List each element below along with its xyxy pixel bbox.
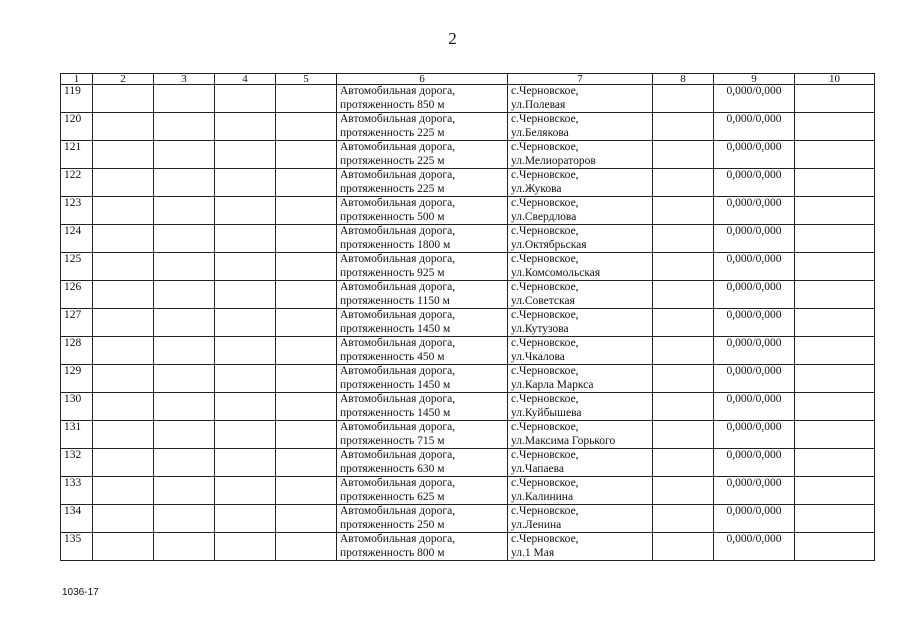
road-description-cell	[337, 365, 508, 393]
table-row	[61, 253, 875, 281]
cell-col-3	[154, 533, 215, 561]
road-length: протяженность 850 м	[340, 98, 445, 111]
road-length: протяженность 250 м	[340, 518, 445, 531]
cell-col-3	[154, 365, 215, 393]
road-type: Автомобильная дорога,	[340, 225, 456, 237]
address-cell	[508, 113, 653, 141]
address-village: с.Черновское,	[511, 365, 579, 377]
table-row	[61, 365, 875, 393]
cell-col-4	[215, 393, 276, 421]
address-street: ул.Куйбышева	[511, 406, 582, 419]
road-length: протяженность 1450 м	[340, 406, 451, 419]
table-row	[61, 225, 875, 253]
cell-col-5	[276, 309, 337, 337]
cell-col-3	[154, 281, 215, 309]
road-length: протяженность 225 м	[340, 126, 445, 139]
address-village: с.Черновское,	[511, 253, 579, 265]
cell-col-10	[795, 477, 875, 505]
row-number: 131	[61, 421, 93, 449]
cell-col-3	[154, 169, 215, 197]
address-village: с.Черновское,	[511, 533, 579, 545]
cell-col-8	[653, 253, 714, 281]
value-cell: 0,000/0,000	[714, 421, 795, 449]
value-cell: 0,000/0,000	[714, 365, 795, 393]
address-street: ул.Чкалова	[511, 350, 565, 363]
road-description-cell	[337, 113, 508, 141]
column-header-10: 10	[795, 74, 875, 85]
cell-col-5	[276, 449, 337, 477]
cell-col-8	[653, 141, 714, 169]
address-street: ул.Советская	[511, 294, 575, 307]
cell-col-10	[795, 337, 875, 365]
value-cell: 0,000/0,000	[714, 309, 795, 337]
cell-col-10	[795, 197, 875, 225]
table-row	[61, 533, 875, 561]
road-length: протяженность 1450 м	[340, 322, 451, 335]
column-header-4: 4	[215, 74, 276, 85]
road-description-cell	[337, 393, 508, 421]
row-number: 124	[61, 225, 93, 253]
cell-col-8	[653, 505, 714, 533]
address-street: ул.Белякова	[511, 126, 569, 139]
table-row	[61, 281, 875, 309]
cell-col-3	[154, 337, 215, 365]
cell-col-3	[154, 449, 215, 477]
table-row	[61, 197, 875, 225]
road-description-cell	[337, 533, 508, 561]
column-header-2: 2	[93, 74, 154, 85]
cell-col-8	[653, 533, 714, 561]
column-header-3: 3	[154, 74, 215, 85]
cell-col-2	[93, 281, 154, 309]
cell-col-3	[154, 253, 215, 281]
table-row	[61, 393, 875, 421]
cell-col-5	[276, 197, 337, 225]
address-cell	[508, 449, 653, 477]
value-cell: 0,000/0,000	[714, 169, 795, 197]
road-length: протяженность 1450 м	[340, 378, 451, 391]
cell-col-8	[653, 281, 714, 309]
column-header-9: 9	[714, 74, 795, 85]
cell-col-2	[93, 141, 154, 169]
cell-col-5	[276, 365, 337, 393]
road-type: Автомобильная дорога,	[340, 477, 456, 489]
cell-col-4	[215, 365, 276, 393]
cell-col-8	[653, 365, 714, 393]
row-number: 126	[61, 281, 93, 309]
cell-col-5	[276, 113, 337, 141]
cell-col-3	[154, 85, 215, 113]
road-description-cell	[337, 141, 508, 169]
address-cell	[508, 253, 653, 281]
road-description-cell	[337, 281, 508, 309]
cell-col-2	[93, 421, 154, 449]
cell-col-5	[276, 141, 337, 169]
address-village: с.Черновское,	[511, 141, 579, 153]
address-street: ул.Мелиораторов	[511, 154, 596, 167]
cell-col-8	[653, 449, 714, 477]
address-cell	[508, 393, 653, 421]
cell-col-5	[276, 169, 337, 197]
value-cell: 0,000/0,000	[714, 337, 795, 365]
cell-col-4	[215, 337, 276, 365]
cell-col-4	[215, 225, 276, 253]
address-village: с.Черновское,	[511, 169, 579, 181]
table-row	[61, 421, 875, 449]
address-cell	[508, 225, 653, 253]
road-type: Автомобильная дорога,	[340, 253, 456, 265]
cell-col-4	[215, 169, 276, 197]
cell-col-2	[93, 505, 154, 533]
road-type: Автомобильная дорога,	[340, 365, 456, 377]
value-cell: 0,000/0,000	[714, 393, 795, 421]
cell-col-3	[154, 197, 215, 225]
value-cell: 0,000/0,000	[714, 477, 795, 505]
address-village: с.Черновское,	[511, 225, 579, 237]
address-cell	[508, 169, 653, 197]
table-row	[61, 141, 875, 169]
address-cell	[508, 337, 653, 365]
cell-col-10	[795, 421, 875, 449]
row-number: 129	[61, 365, 93, 393]
value-cell: 0,000/0,000	[714, 505, 795, 533]
row-number: 121	[61, 141, 93, 169]
column-header-1: 1	[61, 74, 93, 85]
cell-col-5	[276, 505, 337, 533]
cell-col-2	[93, 449, 154, 477]
cell-col-10	[795, 533, 875, 561]
cell-col-8	[653, 337, 714, 365]
cell-col-5	[276, 281, 337, 309]
address-street: ул.Комсомольская	[511, 266, 601, 279]
road-length: протяженность 225 м	[340, 182, 445, 195]
cell-col-3	[154, 309, 215, 337]
row-number: 122	[61, 169, 93, 197]
address-street: ул.Полевая	[511, 98, 566, 111]
column-header-8: 8	[653, 74, 714, 85]
table-row	[61, 113, 875, 141]
address-street: ул.Жукова	[511, 182, 562, 195]
address-village: с.Черновское,	[511, 113, 579, 125]
cell-col-10	[795, 253, 875, 281]
cell-col-10	[795, 365, 875, 393]
value-cell: 0,000/0,000	[714, 449, 795, 477]
column-header-5: 5	[276, 74, 337, 85]
road-length: протяженность 625 м	[340, 490, 445, 503]
road-type: Автомобильная дорога,	[340, 197, 456, 209]
address-cell	[508, 365, 653, 393]
address-village: с.Черновское,	[511, 449, 579, 461]
road-type: Автомобильная дорога,	[340, 337, 456, 349]
address-cell	[508, 309, 653, 337]
value-cell: 0,000/0,000	[714, 141, 795, 169]
cell-col-5	[276, 421, 337, 449]
address-cell	[508, 141, 653, 169]
address-village: с.Черновское,	[511, 85, 579, 97]
address-village: с.Черновское,	[511, 505, 579, 517]
cell-col-4	[215, 505, 276, 533]
cell-col-3	[154, 477, 215, 505]
road-description-cell	[337, 225, 508, 253]
cell-col-3	[154, 421, 215, 449]
address-cell	[508, 421, 653, 449]
address-cell	[508, 281, 653, 309]
table-row	[61, 85, 875, 113]
cell-col-2	[93, 337, 154, 365]
address-street: ул.Карла Маркса	[511, 378, 594, 391]
row-number: 128	[61, 337, 93, 365]
road-type: Автомобильная дорога,	[340, 141, 456, 153]
address-cell	[508, 85, 653, 113]
row-number: 120	[61, 113, 93, 141]
address-village: с.Черновское,	[511, 393, 579, 405]
cell-col-5	[276, 337, 337, 365]
road-type: Автомобильная дорога,	[340, 421, 456, 433]
road-length: протяженность 630 м	[340, 462, 445, 475]
cell-col-5	[276, 393, 337, 421]
value-cell: 0,000/0,000	[714, 253, 795, 281]
road-type: Автомобильная дорога,	[340, 393, 456, 405]
cell-col-4	[215, 85, 276, 113]
road-length: протяженность 225 м	[340, 154, 445, 167]
cell-col-10	[795, 141, 875, 169]
cell-col-8	[653, 477, 714, 505]
road-length: протяженность 1150 м	[340, 294, 450, 307]
cell-col-5	[276, 533, 337, 561]
address-village: с.Черновское,	[511, 477, 579, 489]
cell-col-10	[795, 505, 875, 533]
cell-col-10	[795, 309, 875, 337]
road-type: Автомобильная дорога,	[340, 281, 456, 293]
cell-col-3	[154, 393, 215, 421]
road-length: протяженность 500 м	[340, 210, 445, 223]
cell-col-2	[93, 309, 154, 337]
road-description-cell	[337, 253, 508, 281]
address-cell	[508, 477, 653, 505]
cell-col-2	[93, 85, 154, 113]
road-description-cell	[337, 337, 508, 365]
cell-col-8	[653, 113, 714, 141]
cell-col-4	[215, 141, 276, 169]
value-cell: 0,000/0,000	[714, 113, 795, 141]
road-length: протяженность 450 м	[340, 350, 445, 363]
road-type: Автомобильная дорога,	[340, 169, 456, 181]
cell-col-4	[215, 309, 276, 337]
road-description-cell	[337, 477, 508, 505]
address-street: ул.Свердлова	[511, 210, 577, 223]
registry-table	[60, 73, 875, 561]
address-street: ул.Октябрьская	[511, 238, 587, 251]
road-description-cell	[337, 449, 508, 477]
cell-col-4	[215, 197, 276, 225]
road-length: протяженность 715 м	[340, 434, 445, 447]
cell-col-8	[653, 225, 714, 253]
row-number: 130	[61, 393, 93, 421]
cell-col-2	[93, 169, 154, 197]
cell-col-4	[215, 449, 276, 477]
address-cell	[508, 533, 653, 561]
row-number: 127	[61, 309, 93, 337]
cell-col-4	[215, 281, 276, 309]
cell-col-3	[154, 505, 215, 533]
cell-col-8	[653, 309, 714, 337]
address-village: с.Черновское,	[511, 421, 579, 433]
address-street: ул.Ленина	[511, 518, 562, 531]
value-cell: 0,000/0,000	[714, 225, 795, 253]
cell-col-8	[653, 169, 714, 197]
value-cell: 0,000/0,000	[714, 197, 795, 225]
cell-col-10	[795, 169, 875, 197]
cell-col-2	[93, 393, 154, 421]
road-description-cell	[337, 505, 508, 533]
cell-col-10	[795, 113, 875, 141]
address-street: ул.Кутузова	[511, 322, 569, 335]
road-type: Автомобильная дорога,	[340, 449, 456, 461]
row-number: 135	[61, 533, 93, 561]
table-row	[61, 309, 875, 337]
address-village: с.Черновское,	[511, 337, 579, 349]
road-description-cell	[337, 197, 508, 225]
row-number: 125	[61, 253, 93, 281]
cell-col-4	[215, 113, 276, 141]
table-row	[61, 337, 875, 365]
road-type: Автомобильная дорога,	[340, 113, 456, 125]
table-header-row	[61, 74, 875, 85]
cell-col-3	[154, 141, 215, 169]
road-description-cell	[337, 85, 508, 113]
cell-col-5	[276, 225, 337, 253]
road-description-cell	[337, 421, 508, 449]
column-header-6: 6	[337, 74, 508, 85]
address-village: с.Черновское,	[511, 281, 579, 293]
cell-col-5	[276, 85, 337, 113]
cell-col-4	[215, 477, 276, 505]
cell-col-2	[93, 533, 154, 561]
cell-col-5	[276, 477, 337, 505]
address-street: ул.Чапаева	[511, 462, 565, 475]
cell-col-5	[276, 253, 337, 281]
address-cell	[508, 197, 653, 225]
cell-col-3	[154, 113, 215, 141]
address-street: ул.Калинина	[511, 490, 574, 503]
address-village: с.Черновское,	[511, 197, 579, 209]
row-number: 134	[61, 505, 93, 533]
cell-col-10	[795, 225, 875, 253]
cell-col-2	[93, 365, 154, 393]
document-code: 1036-17	[62, 587, 99, 598]
cell-col-8	[653, 393, 714, 421]
cell-col-4	[215, 421, 276, 449]
table-row	[61, 169, 875, 197]
road-length: протяженность 1800 м	[340, 238, 451, 251]
road-description-cell	[337, 309, 508, 337]
table-row	[61, 449, 875, 477]
address-village: с.Черновское,	[511, 309, 579, 321]
page-number: 2	[448, 29, 457, 48]
cell-col-8	[653, 197, 714, 225]
cell-col-8	[653, 421, 714, 449]
road-description-cell	[337, 169, 508, 197]
road-type: Автомобильная дорога,	[340, 309, 456, 321]
cell-col-2	[93, 113, 154, 141]
row-number: 119	[61, 85, 93, 113]
road-length: протяженность 800 м	[340, 546, 445, 559]
road-type: Автомобильная дорога,	[340, 505, 456, 517]
address-street: ул.Максима Горького	[511, 434, 616, 447]
column-header-7: 7	[508, 74, 653, 85]
row-number: 123	[61, 197, 93, 225]
road-type: Автомобильная дорога,	[340, 85, 456, 97]
road-length: протяженность 925 м	[340, 266, 445, 279]
cell-col-8	[653, 85, 714, 113]
cell-col-2	[93, 477, 154, 505]
address-street: ул.1 Мая	[511, 546, 555, 559]
table-row	[61, 477, 875, 505]
cell-col-10	[795, 393, 875, 421]
cell-col-2	[93, 253, 154, 281]
row-number: 133	[61, 477, 93, 505]
value-cell: 0,000/0,000	[714, 281, 795, 309]
cell-col-2	[93, 197, 154, 225]
cell-col-2	[93, 225, 154, 253]
cell-col-10	[795, 449, 875, 477]
cell-col-10	[795, 281, 875, 309]
cell-col-4	[215, 533, 276, 561]
value-cell: 0,000/0,000	[714, 85, 795, 113]
cell-col-4	[215, 253, 276, 281]
address-cell	[508, 505, 653, 533]
road-type: Автомобильная дорога,	[340, 533, 456, 545]
cell-col-3	[154, 225, 215, 253]
row-number: 132	[61, 449, 93, 477]
cell-col-10	[795, 85, 875, 113]
value-cell: 0,000/0,000	[714, 533, 795, 561]
table-row	[61, 505, 875, 533]
